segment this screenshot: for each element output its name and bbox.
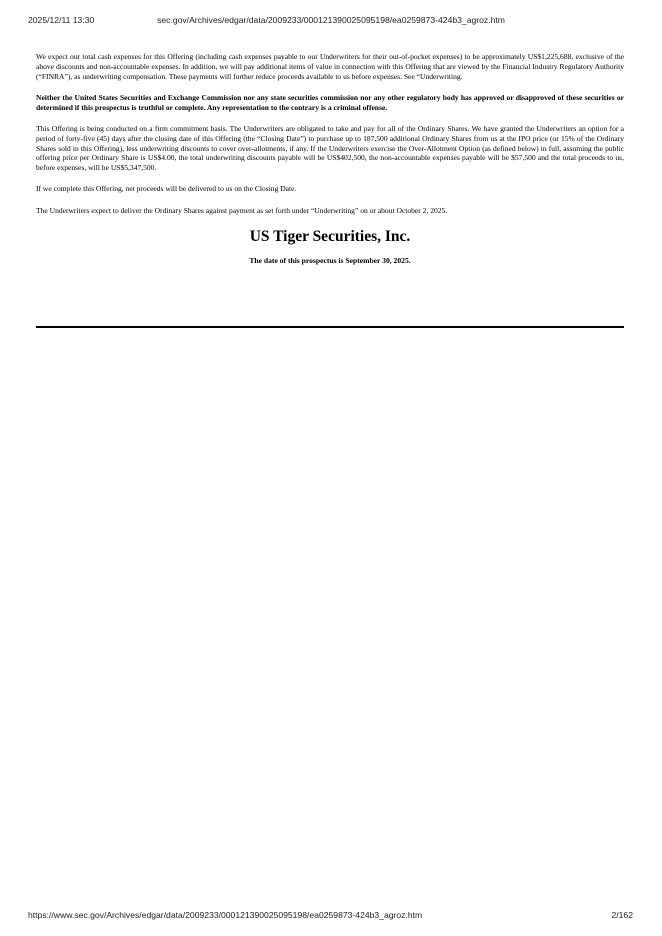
paragraph-net-proceeds: If we complete this Offering, net proceeds will be delivered to us on the Closing Date. xyxy=(36,184,297,194)
prospectus-body xyxy=(36,52,624,277)
print-datetime: 2025/12/11 13:30 xyxy=(28,15,95,25)
paragraph-firm-commitment: This Offering is being conducted on a firm commitment basis. The Underwriters are obligated to take and pay for all of the Ordinary Shares. We have granted the Underwriters an option for a period of forty-five (45) days after the closing date of this Offering (the “Closing Date”) to purchase up to 187,500 additional Ordinary Shares from us at the IPO price (or 15% of the Ordinary Shares sold in this Offering), less underwriting discounts to cover over-allotments, if any. If the Underwriters exercise the Over-Allotment Option (as defined below) in full, assuming the public offering price per Ordinary Share is US$4.00, the total underwriting discounts payable will be US$402,500, the non-accountable expenses payable will be $57,500 and the total proceeds to us, before expenses, will be US$5,347,500. xyxy=(36,123,624,173)
page-number: 2/162 xyxy=(611,910,633,920)
section-divider xyxy=(36,326,624,328)
paragraph-delivery: The Underwriters expect to deliver the Ordinary Shares against payment as set forth under “Underwriting” on or about October 2, 2025. xyxy=(36,206,448,216)
prospectus-date: The date of this prospectus is September 30, 2025. xyxy=(249,256,411,266)
print-footer-url: https://www.sec.gov/Archives/edgar/data/2009233/000121390025095198/ea0259873-424b3_agroz.htm xyxy=(28,910,423,920)
underwriter-name: US Tiger Securities, Inc. xyxy=(249,228,411,246)
print-header-url: sec.gov/Archives/edgar/data/2009233/000121390025095198/ea0259873-424b3_agroz.htm xyxy=(157,15,505,25)
paragraph-cash-expenses: We expect our total cash expenses for this Offering (including cash expenses payable to our Underwriters for their out-of-pocket expenses) to be approximately US$1,225,688, exclusive of the above discounts and non-accountable expenses. In addition, we will pay additional items of value in connection with this Offering that are viewed by the Financial Industry Regulatory Authority (“FINRA”), as underwriting compensation. These payments will further reduce proceeds available to us before expenses. See “Underwriting. xyxy=(36,52,624,81)
paragraph-sec-disclaimer: Neither the United States Securities and Exchange Commission nor any state securities commission nor any other regulatory body has approved or disapproved of these securities or determined if this prospectus is truthful or complete. Any representation to the contrary is a criminal offense. xyxy=(36,92,624,112)
